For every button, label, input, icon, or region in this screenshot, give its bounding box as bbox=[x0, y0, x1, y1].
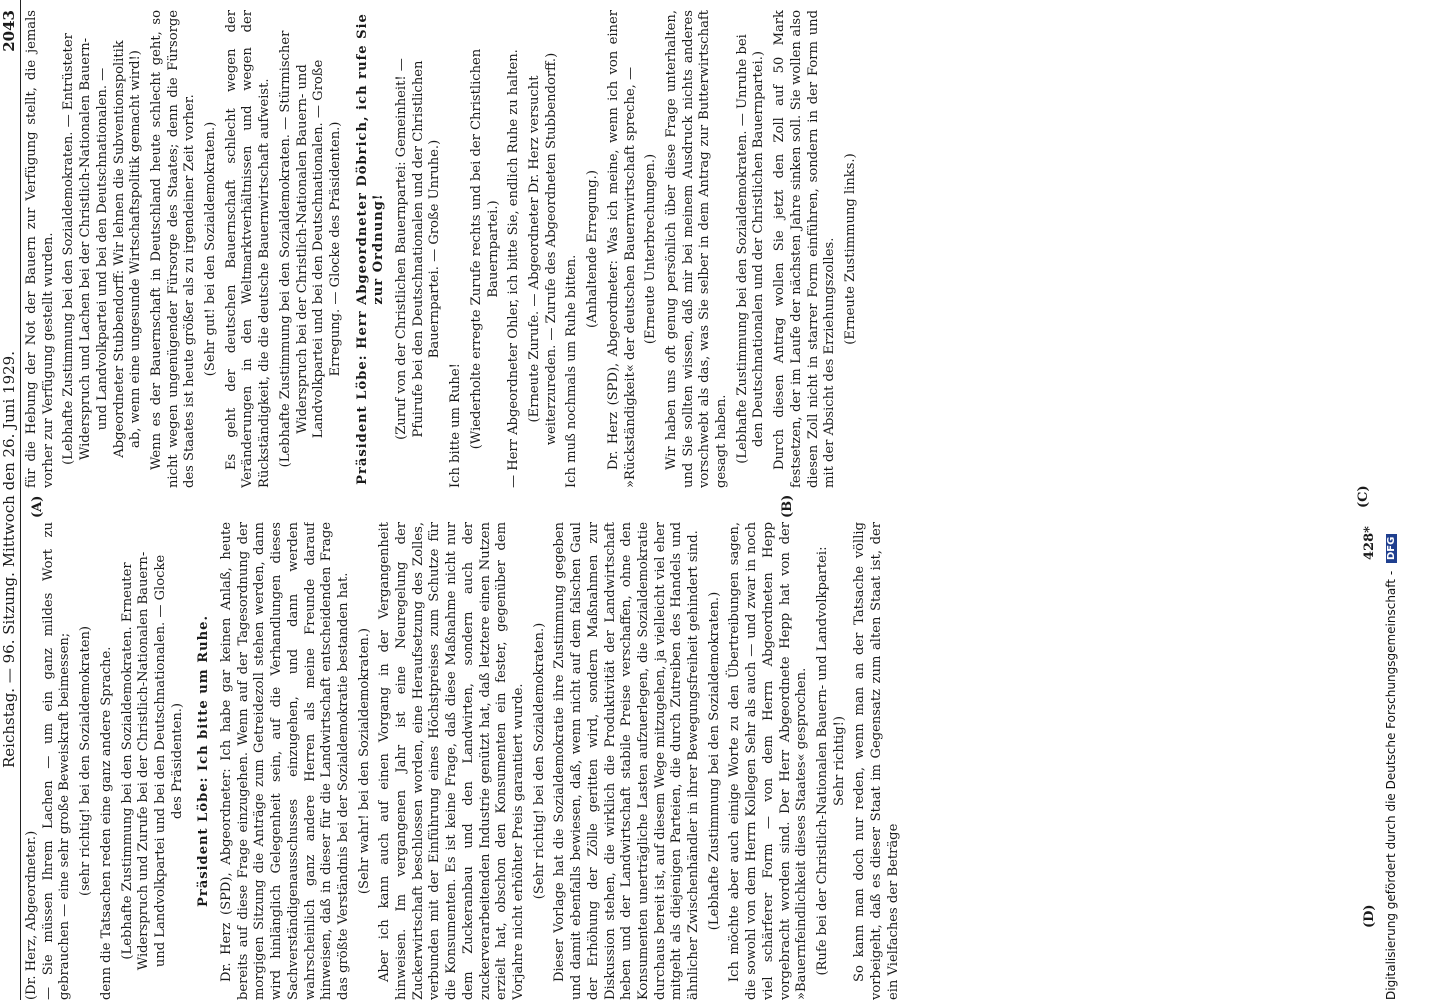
right-column-paragraph: — Herr Abgeordneter Ohler, ich bitte Sie, endlich Ruhe zu halten. bbox=[506, 49, 522, 488]
right-column-paragraph: Es geht der deutschen Bauernschaft schlecht wegen der Veränderungen in den Weltmarktverhältnissen und wegen der Rückständigkeit, die die deutsche Bauernwirtschaft aufweist. bbox=[223, 10, 273, 488]
left-column-paragraph: Dr. Herz (SPD), Abgeordneter: Ich habe gar keinen Anlaß, heute bereits auf diese Frage einzugehen. Wenn auf der Tagesordnung der morgigen Sitzung die Anträge zum Getreidezoll stehen werden, dann wird hinlänglich Gelegenheit sein, auf die Verhandlungen dieses Sachverständigenausschusses einzugehen, und dann werden wahrscheinlich ganz andere Herren als meine Freunde darauf hinweisen, daß in dieser für die Landwirtschaft entscheidenden Frage das größte Verständnis bei der Sozialdemokratie bestanden hat. bbox=[219, 522, 351, 1000]
left-column-paragraph: Ich möchte aber auch einige Worte zu den Übertreibungen sagen, die sowohl von dem Herrn Kollegen Sehr als auch — und zwar in noch viel schärferer Form — von dem Herrn Abgeordneten Hepp vorgebracht worden sind. Der Herr Abgeordnete Hepp hat von der »Bauernfeindlichkeit dieses Staates« gesprochen. bbox=[727, 522, 810, 1000]
margin-marker-d: (D) bbox=[1362, 904, 1377, 928]
margin-marker-a: (A) bbox=[30, 495, 45, 518]
right-column-paragraph: für die Hebung der Not der Bauern zur Verfügung stellt, die jemals vorher zur Verfügung gestellt wurden. bbox=[24, 10, 56, 488]
left-column-paragraph: (Rufe bei der Christlich-Nationalen Bauern- und Landvolkpartei: Sehr richtig!) bbox=[814, 546, 847, 976]
left-column-paragraph: So kann man doch nur reden, wenn man an der Tatsache völlig vorbeigeht, daß es dieser Staat im Gegensatz zum alten Staat ist, der ein Vielfaches der Beträge bbox=[852, 522, 901, 1000]
right-column-paragraph: (Lebhafte Zustimmung bei den Sozialdemokraten. — Entrüsteter Widerspruch und Lachen bei der Christlich-Nationalen Bauern- und Landvolkpartei und bei den Deutschnationalen. — Abgeordneter Stubbendorff: Wir lehnen die Subventionspolitik ab, wenn eine ungesunde Wirtschaftspolitik gemacht wird!) bbox=[61, 33, 144, 465]
left-column-paragraph: (Lebhafte Zustimmung bei den Sozialdemokraten. Erneuter Widerspruch und Zurufe bei der Christlich-Nationalen Bauern- und Landvolkpartei und bei den Deutschnationalen. — Glocke des Präsidenten.) bbox=[119, 551, 185, 971]
page-header bbox=[0, 0, 18, 1000]
right-column-paragraph: (Wiederholte erregte Zurufe rechts und bei der Christlichen Bauernpartei.) bbox=[468, 48, 501, 450]
right-column-paragraph: (Sehr gut! bei den Sozialdemokraten.) bbox=[203, 121, 219, 377]
left-column-paragraph: (Sehr wahr! bei den Sozialdemokraten.) bbox=[356, 627, 372, 895]
page-title: Reichstag. — 96. Sitzung. Mittwoch den 26. Juni 1929. bbox=[0, 351, 18, 768]
left-column-paragraph: Aber ich kann auch auf einen Vorgang in der Vergangenheit hinweisen. Im vergangenen Jahr ist eine Neuregelung der Zuckerwirtschaft beschlossen worden, eine Heraufsetzung des Zolles, verbunden mit der Einführung eines Höchstpreises zum Schutze für die Konsumenten. Es ist keine Frage, daß diese Maßnahme nicht nur dem Zuckeranbau und den Landwirten, sondern auch der zuckerverarbeitenden Industrie genützt hat, daß letztere einen Nutzen erzielt hat, obschon den Konsumenten ein fester, gegenüber dem Vorjahre nicht erhöhter Preis garantiert wurde. bbox=[377, 522, 526, 1000]
dfg-logo: DFG bbox=[1386, 534, 1397, 563]
left-column-paragraph: Dieser Vorlage hat die Sozialdemokratie ihre Zustimmung gegeben und damit ebenfalls bewiesen, daß, wenn nicht auf dem falschen Gaul der Erhöhung der Zölle geritten wird, sondern Maßnahmen zur Diskussion stehen, die wirklich die Produktivität der Landwirtschaft heben und der Landwirtschaft stabile Preise verschaffen, ohne den Konsumenten unerträgliche Lasten aufzuerlegen, die Sozialdemokratie durchaus bereit ist, auf diesem Wege mitzugehen, ja vielleicht viel eher mitgeht als diejenigen Parteien, die durch Zutreiben des Handels und ähnlicher Zwischenhändler in ihrer Bewegungsfreiheit gehindert sind. bbox=[552, 522, 702, 1000]
left-column-paragraph: (Sehr richtig! bei den Sozialdemokraten.) bbox=[531, 622, 547, 900]
left-column-paragraph: Präsident Löbe: Ich bitte um Ruhe. bbox=[196, 614, 212, 908]
left-column-paragraph: (Lebhafte Zustimmung bei den Sozialdemokraten.) bbox=[706, 591, 722, 931]
left-column-paragraph: denn die Tatsachen reden eine ganz andere Sprache. bbox=[98, 646, 114, 1000]
right-column-paragraph: (Erneute Zustimmung links.) bbox=[842, 153, 858, 345]
sheet-signature: 428* bbox=[1362, 526, 1377, 560]
right-column-paragraph: Dr. Herz (SPD), Abgeordneter: Was ich meine, wenn ich von einer »Rückständigkeit« der deutschen Bauernwirtschaft spreche, — bbox=[605, 10, 638, 488]
right-column-paragraph: Ich bitte um Ruhe! bbox=[448, 363, 464, 488]
left-column-paragraph: (Dr. Herz, Abgeordneter.) bbox=[24, 830, 39, 1000]
digitization-note bbox=[1384, 534, 1402, 1000]
margin-marker-b: (B) bbox=[780, 494, 795, 518]
left-column-paragraph: — Sie müssen Ihrem Lachen — um ein ganz mildes Wort zu gebrauchen — eine sehr große Beweiskraft beimessen; bbox=[40, 522, 73, 1000]
right-column-paragraph: (Anhaltende Erregung.) bbox=[585, 170, 601, 328]
right-column bbox=[24, 10, 1359, 488]
right-column-paragraph: Ich muß nochmals um Ruhe bitten. bbox=[564, 254, 580, 488]
left-column-paragraph: (sehr richtig! bei den Sozialdemokraten) bbox=[78, 625, 94, 897]
right-column-paragraph: (Zuruf von der Christlichen Bauernpartei: Gemeinheit! — Pfuirufe bei den Deutschnationalen und der Christlichen Bauernpartei. — Große Unruhe.) bbox=[394, 58, 443, 440]
page-number: 2043 bbox=[0, 10, 18, 52]
right-column-paragraph: Wenn es der Bauernschaft in Deutschland heute schlecht geht, so nicht wegen ungenügender Fürsorge des Staates; denn die Fürsorge des Staates ist heute größer als zu irgendeiner Zeit vorher. bbox=[148, 10, 198, 488]
right-column-paragraph: (Lebhafte Zustimmung bei den Sozialdemokraten. — Stürmischer Widerspruch bei der Christlich-Nationalen Bauern- und Landvolkpartei und bei den Deutschnationalen. — Große Erregung. — Glocke des Präsidenten.) bbox=[277, 30, 343, 468]
digitization-note-text: Digitalisierung gefördert durch die Deutsche Forschungsgemeinschaft - bbox=[1384, 570, 1398, 1000]
right-column-paragraph: (Erneute Zurufe. — Abgeordneter Dr. Herz versucht weiterzureden. — Zurufe des Abgeordneten Stubbendorff.) bbox=[526, 52, 559, 446]
header-rule bbox=[20, 0, 21, 1000]
right-column-paragraph: Präsident Löbe: Herr Abgeordneter Döbrich, ich rufe Sie zur Ordnung! bbox=[354, 13, 387, 485]
right-column-paragraph: (Erneute Unterbrechungen.) bbox=[643, 153, 659, 345]
right-column-paragraph: Durch diesen Antrag wollen Sie jetzt den Zoll auf 50 Mark festsetzen, der im Laufe der nächsten Jahre sinken soll. Sie wollen also diesen Zoll nicht in starrer Form einführen, sondern in der Form und mit der Absicht des Erziehungszolles. bbox=[772, 10, 838, 488]
margin-marker-c: (C) bbox=[1356, 485, 1371, 508]
left-column bbox=[24, 522, 1359, 1000]
right-column-paragraph: Wir haben uns oft genug persönlich über diese Frage unterhalten, und Sie sollten wissen, daß mir bei meinem Ausdruck nichts anderes vorschwebt als das, was Sie selber in dem Antrag zur Butterwirtschaft gesagt haben. bbox=[663, 10, 730, 488]
right-column-paragraph: (Lebhafte Zustimmung bei den Sozialdemokraten. — Unruhe bei den Deutschnationalen und der Christlichen Bauernpartei.) bbox=[734, 34, 767, 464]
